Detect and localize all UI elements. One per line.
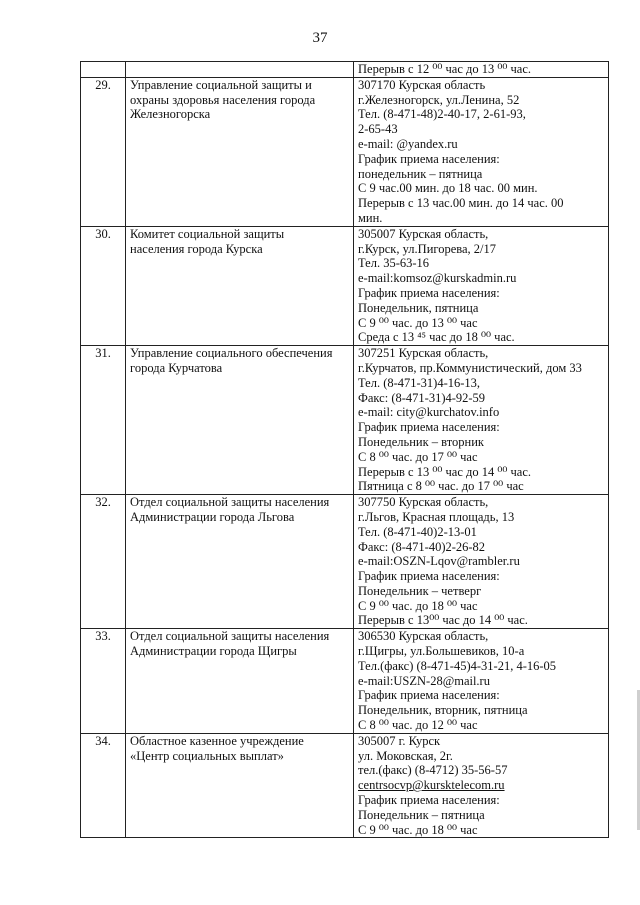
contact-detail-line: г.Железногорск, ул.Ленина, 52 — [358, 92, 520, 107]
organization-name-line: Областное казенное учреждение — [130, 733, 304, 748]
organization-name-line: Администрации города Щигры — [130, 644, 297, 659]
contact-detail-line: Понедельник – четверг — [358, 583, 482, 598]
continuation-cell — [354, 62, 609, 78]
contact-detail-line: График приема населения: — [358, 285, 500, 300]
table-row — [81, 226, 609, 345]
contact-detail-line: Факс: (8-471-40)2-26-82 — [358, 539, 486, 554]
organization-name-cell — [126, 495, 354, 629]
row-number: 34. — [81, 733, 126, 838]
table-body — [81, 62, 609, 838]
contact-detail-line: e-mail:USZN-28@mail.ru — [358, 673, 490, 688]
contact-detail-line: 305007 Курская область, — [358, 226, 489, 241]
contact-detail-line: С 9 час.00 мин. до 18 час. 00 мин. — [358, 181, 538, 196]
table-row — [81, 733, 609, 838]
contact-detail-line: понедельник – пятница — [358, 166, 483, 181]
contact-detail-line: Пятница с 8 ⁰⁰ час. до 17 ⁰⁰ час — [358, 479, 524, 494]
continuation-empty-num — [81, 62, 126, 78]
table-row — [81, 495, 609, 629]
organization-name-line: Управление социального обеспечения — [130, 346, 333, 361]
contact-detail-line: Тел. (8-471-31)4-16-13, — [358, 375, 481, 390]
contact-detail-line: г.Курчатов, пр.Коммунистический, дом 33 — [358, 360, 582, 375]
row-number: 33. — [81, 629, 126, 734]
contact-detail-line: Понедельник, пятница — [358, 300, 479, 315]
organization-name-line: города Курчатова — [130, 360, 223, 375]
contact-detail-line: Тел. 35-63-16 — [358, 256, 430, 271]
row-number: 32. — [81, 495, 126, 629]
organization-name-cell — [126, 733, 354, 838]
contact-detail-line: 305007 г. Курск — [358, 733, 441, 748]
contact-detail-line: График приема населения: — [358, 793, 500, 808]
page-number: 37 — [312, 30, 328, 46]
contact-detail-line: e-mail: @yandex.ru — [358, 136, 458, 151]
contact-details-cell — [354, 346, 609, 495]
contact-detail-line: Тел. (8-471-48)2-40-17, 2-61-93, — [358, 107, 526, 122]
contact-detail-line: С 8 ⁰⁰ час. до 17 ⁰⁰ час — [358, 449, 478, 464]
organization-name-line: охраны здоровья населения города — [130, 92, 316, 107]
contact-detail-line: С 9 ⁰⁰ час. до 18 ⁰⁰ час — [358, 822, 478, 837]
contact-detail-line: С 9 ⁰⁰ час. до 13 ⁰⁰ час — [358, 315, 478, 330]
contact-detail-line: Тел. (8-471-40)2-13-01 — [358, 524, 477, 539]
row-number: 30. — [81, 226, 126, 345]
contact-details-cell — [354, 733, 609, 838]
contact-detail-line: Понедельник, вторник, пятница — [358, 703, 528, 718]
contact-detail-line: e-mail:OSZN-Lqov@rambler.ru — [358, 554, 520, 569]
contact-detail-line: г.Курск, ул.Пигорева, 2/17 — [358, 241, 497, 256]
contact-detail-line: Факс: (8-471-31)4-92-59 — [358, 390, 486, 405]
contact-detail-line: Понедельник – пятница — [358, 807, 485, 822]
contact-detail-line: 2-65-43 — [358, 122, 398, 137]
contact-detail-line: тел.(факс) (8-4712) 35-56-57 — [358, 763, 508, 778]
organization-name-cell — [126, 346, 354, 495]
contact-detail-line: График приема населения: — [358, 569, 500, 584]
contact-details-cell — [354, 495, 609, 629]
contact-detail-line: Среда с 13 ⁴⁵ час до 18 ⁰⁰ час. — [358, 330, 515, 345]
contact-detail-line: г.Льгов, Красная площадь, 13 — [358, 509, 515, 524]
contact-detail-line: График приема населения: — [358, 688, 500, 703]
contact-detail-line: С 8 ⁰⁰ час. до 12 ⁰⁰ час — [358, 718, 478, 733]
contact-detail-line: мин. — [358, 210, 383, 225]
continuation-row — [81, 62, 609, 78]
organization-name-line: Отдел социальной защиты населения — [130, 629, 330, 644]
organization-name-line: Администрации города Льгова — [130, 509, 295, 524]
contact-detail-line: ул. Моковская, 2г. — [358, 748, 453, 763]
row-number: 31. — [81, 346, 126, 495]
contact-detail-line: e-mail: city@kurchatov.info — [358, 405, 500, 420]
contact-detail-line: 307750 Курская область, — [358, 495, 489, 510]
organization-name-cell — [126, 77, 354, 226]
contact-detail-line: 307251 Курская область, — [358, 346, 489, 361]
social-services-table — [80, 61, 609, 838]
row-number: 29. — [81, 77, 126, 226]
organization-name-line: Управление социальной защиты и — [130, 77, 312, 92]
continuation-line: Перерыв с 12 ⁰⁰ час до 13 ⁰⁰ час. — [358, 62, 532, 76]
contact-detail-line: г.Щигры, ул.Большевиков, 10-а — [358, 644, 525, 659]
contact-detail-line: 307170 Курская область — [358, 77, 486, 92]
table-row — [81, 346, 609, 495]
contact-detail-line: e-mail:komsoz@kurskadmin.ru — [358, 271, 517, 286]
organization-name-cell — [126, 629, 354, 734]
organization-name-line: Отдел социальной защиты населения — [130, 495, 330, 510]
contact-details-cell — [354, 629, 609, 734]
organization-name-cell — [126, 226, 354, 345]
contact-detail-line: График приема населения: — [358, 151, 500, 166]
organization-name-line: населения города Курска — [130, 241, 263, 256]
contact-detail-line: 306530 Курская область, — [358, 629, 489, 644]
organization-name-line: «Центр социальных выплат» — [130, 748, 284, 763]
contact-detail-line: Тел.(факс) (8-471-45)4-31-21, 4-16-05 — [358, 658, 557, 673]
contact-details-cell — [354, 77, 609, 226]
organization-name-line: Железногорска — [130, 107, 211, 122]
contact-detail-line: С 9 ⁰⁰ час. до 18 ⁰⁰ час — [358, 598, 478, 613]
continuation-empty-name — [126, 62, 354, 78]
organization-name-line: Комитет социальной защиты — [130, 226, 285, 241]
contact-detail-line: Перерыв с 13 ⁰⁰ час до 14 ⁰⁰ час. — [358, 464, 532, 479]
table-row — [81, 77, 609, 226]
contact-detail-line: Перерыв с 13 час.00 мин. до 14 час. 00 — [358, 196, 564, 211]
contact-detail-line: Перерыв с 13⁰⁰ час до 14 ⁰⁰ час. — [358, 613, 528, 628]
contact-detail-line: График приема населения: — [358, 420, 500, 435]
table-row — [81, 629, 609, 734]
email-link[interactable]: centrsocvp@kursktelecom.ru — [358, 778, 505, 793]
contact-detail-line: Понедельник – вторник — [358, 434, 484, 449]
contact-details-cell — [354, 226, 609, 345]
